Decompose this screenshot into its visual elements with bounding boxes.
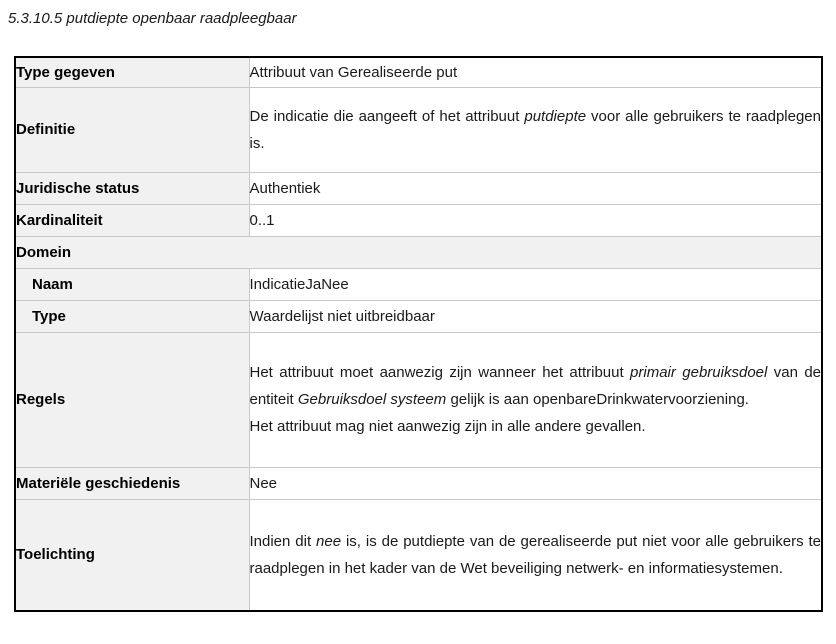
- value-text: Nee: [249, 474, 278, 492]
- table-row-kardinaliteit: [15, 204, 822, 236]
- row-label: Definitie: [15, 87, 249, 172]
- row-value: [249, 268, 822, 300]
- value-text: Waardelijst niet uitbreidbaar: [249, 307, 435, 325]
- table-row-domein: [15, 236, 822, 268]
- row-label: Type: [15, 300, 249, 332]
- value-text: Attribuut van Gerealiseerde put: [249, 63, 458, 81]
- row-value: [249, 87, 822, 172]
- row-value: [249, 172, 822, 204]
- row-value: [249, 467, 822, 499]
- value-text: Het attribuut moet aanwezig zijn wanneer het attribuut primair gebruiksdoel van de entiteit Gebruiksdoel systeem gelijk is aan openbareDrinkwatervoorziening.: [249, 364, 822, 408]
- row-value: [249, 300, 822, 332]
- row-label: Type gegeven: [15, 57, 249, 87]
- value-text: Authentiek: [249, 179, 321, 197]
- table-row-type-gegeven: [15, 57, 822, 87]
- row-value: [249, 499, 822, 611]
- table-row-materiele-geschiedenis: [15, 467, 822, 499]
- value-text: Het attribuut mag niet aanwezig zijn in alle andere gevallen.: [249, 418, 646, 435]
- value-text: De indicatie die aangeeft of het attribuut putdiepte voor alle gebruikers te raadplegen is.: [249, 107, 821, 152]
- table-row-naam: [15, 268, 822, 300]
- table-row-regels: [15, 332, 822, 467]
- row-value: [249, 332, 822, 467]
- table-row-definitie: [15, 87, 822, 172]
- section-title: 5.3.10.5 putdiepte openbaar raadpleegbaar: [8, 10, 297, 27]
- attribute-definition-table: [14, 56, 823, 612]
- value-text: Indien dit nee is, is de putdiepte van de gerealiseerde put niet voor alle gebruikers te raadplegen in het kader van de Wet beveiliging netwerk- en informatiesystemen.: [249, 532, 821, 577]
- row-value: [249, 204, 822, 236]
- row-label: Toelichting: [15, 499, 249, 611]
- row-label: Kardinaliteit: [15, 204, 249, 236]
- row-label: Juridische status: [15, 172, 249, 204]
- row-label: Materiële geschiedenis: [15, 467, 249, 499]
- table-row-toelichting: [15, 499, 822, 611]
- row-label: Regels: [15, 332, 249, 467]
- value-text: IndicatieJaNee: [249, 275, 349, 293]
- row-label: Domein: [15, 236, 822, 268]
- row-label: Naam: [15, 268, 249, 300]
- table-row-juridische-status: [15, 172, 822, 204]
- value-text: 0..1: [249, 211, 275, 229]
- row-value: [249, 57, 822, 87]
- table-row-type: [15, 300, 822, 332]
